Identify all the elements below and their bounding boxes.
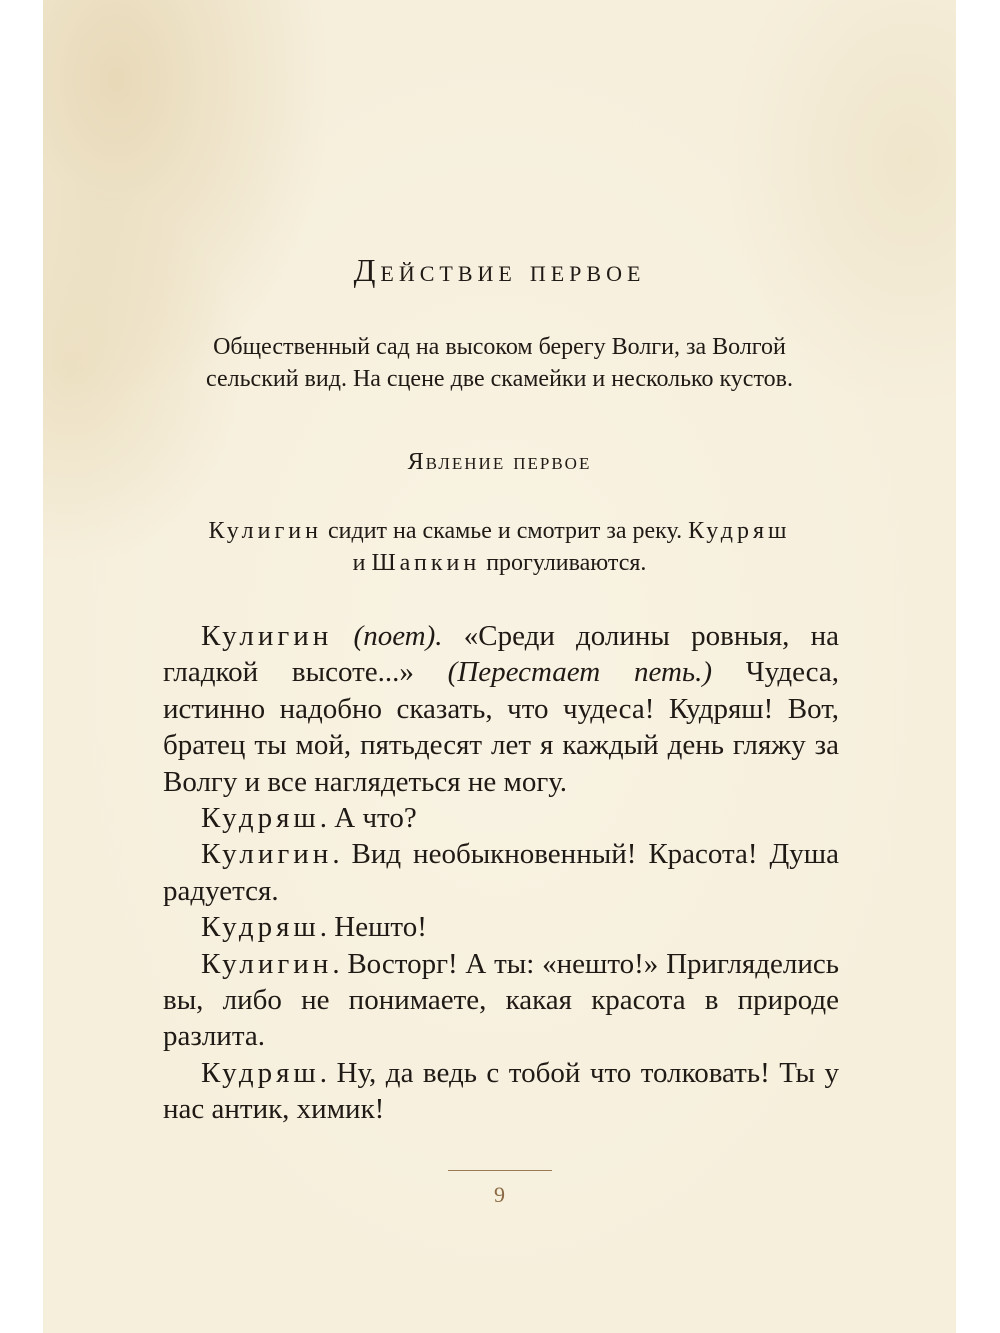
speaker-name: Кудряш [201, 1056, 320, 1089]
dialogue-line [163, 800, 839, 836]
dialogue-line [163, 946, 839, 1055]
dialogue-text: Чудеса, истинно надобно сказать, что чудеса! Кудряш! Вот, братец ты мой, пятьдесят лет я каждый день гляжу за Волгу и все наглядеться не могу. [163, 656, 840, 798]
dialogue-line [163, 909, 839, 945]
act-title: Действие первое [353, 252, 646, 288]
character-name: Шапкин [371, 550, 481, 576]
stage-remark: (Перестает петь.) [447, 656, 713, 689]
stage-direction-line [43, 515, 956, 547]
dialogue-line [163, 1055, 839, 1128]
dialogue-text: . Ну, да ведь с тобой что толковать! Ты у нас антик, химик! [163, 1056, 839, 1126]
stage-direction-line: сельский вид. На сцене две скамейки и несколько кустов. [206, 366, 793, 392]
dialogue-block [163, 618, 839, 1128]
book-page [43, 0, 956, 1333]
stage-direction-text: сидит на скамье и смотрит за реку. [321, 518, 689, 544]
stage-direction-scene [43, 515, 956, 579]
speaker-name: Кудряш [201, 802, 320, 835]
speaker-name: Кулигин [201, 947, 333, 980]
speaker-name: Кулигин [201, 620, 333, 652]
stage-direction-text: прогуливаются. [480, 550, 647, 576]
stage-remark: (поет). [353, 620, 443, 652]
dialogue-text: . Вид необыкновенный! Красота! Душа радуется. [163, 838, 839, 907]
dialogue-text: . Нешто! [319, 911, 427, 944]
dialogue-text: . Восторг! А ты: «нешто!» Пригляделись вы, либо не понимаете, какая красота в природе разлита. [163, 947, 839, 1053]
page-number-rule [448, 1170, 552, 1171]
character-name: Кудряш [688, 518, 791, 544]
speaker-name: Кулигин [201, 838, 333, 871]
character-name: Кулигин [208, 518, 322, 544]
scene-title: Явление первое [407, 449, 592, 475]
stage-direction-line [43, 547, 956, 579]
dialogue-line [163, 836, 839, 909]
stage-direction-line: Общественный сад на высоком берегу Волги, за Волгой [213, 334, 786, 360]
dialogue-text: «Среди долины ровныя, на гладкой высоте...» [163, 620, 840, 689]
page-number: 9 [494, 1182, 505, 1207]
dialogue-line [163, 618, 839, 800]
stage-direction-setting [43, 331, 956, 395]
stage-direction-text: и [352, 550, 372, 576]
speaker-name: Кудряш [201, 911, 320, 944]
dialogue-text: . А что? [319, 802, 417, 835]
